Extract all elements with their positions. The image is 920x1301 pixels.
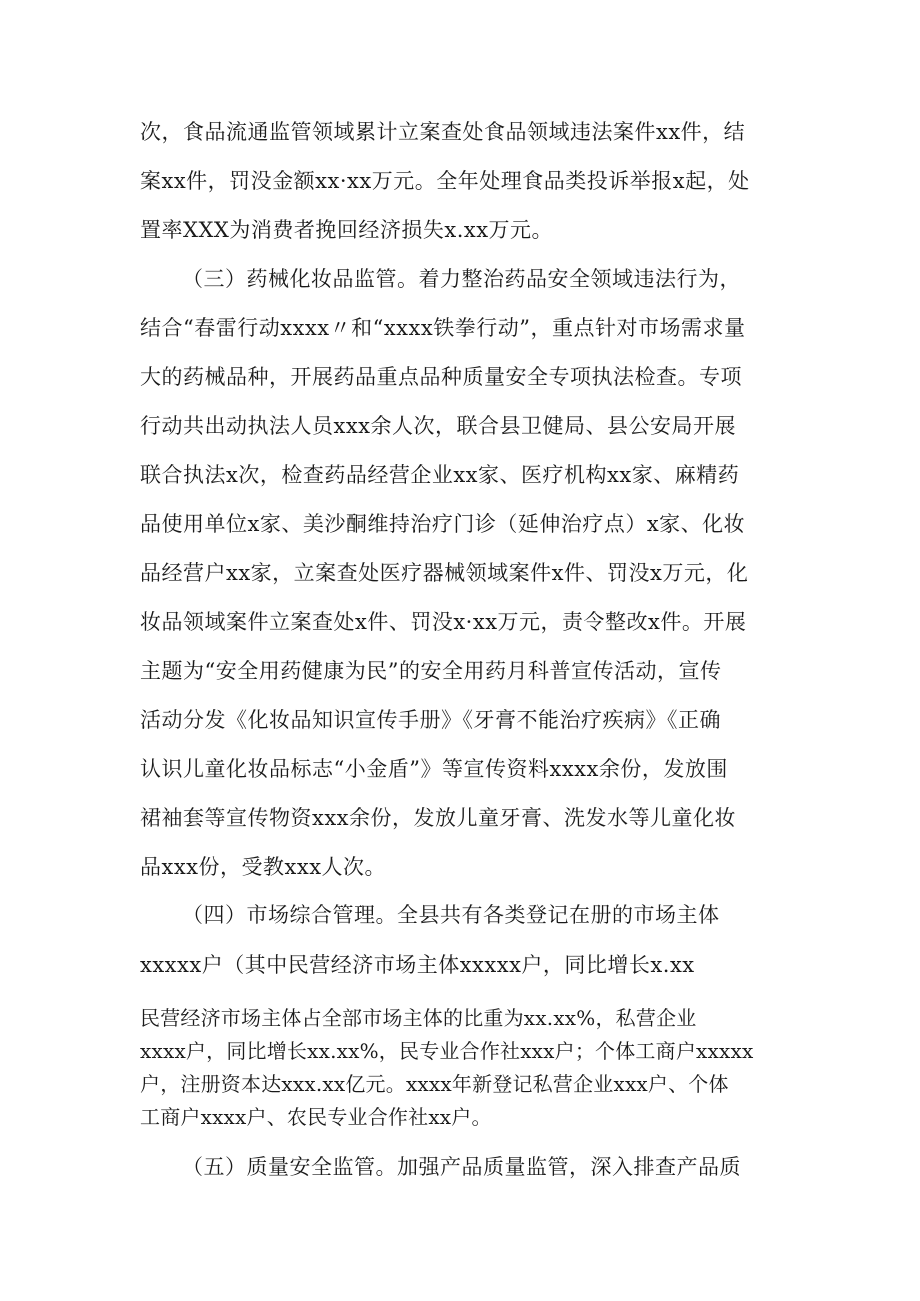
section-heading-3: （三）药械化妆品监管。着力整治药品安全领域违法行为， bbox=[182, 267, 741, 291]
text-line: 结合“春雷行动xxxx〃和“xxxx铁拳行动”，重点针对市场需求量 bbox=[140, 316, 746, 340]
section-heading-4: （四）市场综合管理。全县共有各类登记在册的市场主体 bbox=[182, 903, 720, 927]
text-line: 联合执法x次，检查药品经营企业xx家、医疗机构xx家、麻精药 bbox=[140, 463, 740, 487]
text-line: 认识儿童化妆品标志“小金盾”》等宣传资料xxxx余份，发放围 bbox=[140, 757, 728, 781]
text-line: 案xx件，罚没金额xx·xx万元。全年处理食品类投诉举报x起，处 bbox=[140, 169, 750, 193]
text-line: 民营经济市场主体占全部市场主体的比重为xx.xx%，私营企业 bbox=[140, 1006, 697, 1030]
text-line: 妆品领域案件立案查处x件、罚没x·xx万元，责令整改x件。开展 bbox=[140, 610, 747, 634]
text-line: 工商户xxxx户、农民专业合作社xx户。 bbox=[140, 1105, 492, 1129]
text-line: 大的药械品种，开展药品重点品种质量安全专项执法检查。专项 bbox=[140, 365, 742, 389]
text-line: 次，食品流通监管领域累计立案查处食品领域违法案件xx件，结 bbox=[140, 120, 746, 144]
text-line: 置率XXX为消费者挽回经济损失x.xx万元。 bbox=[140, 218, 554, 242]
text-line: xxxxx户（其中民营经济市场主体xxxxx户，同比增长x.xx bbox=[140, 953, 695, 977]
text-line: 品xxx份，受教xxx人次。 bbox=[140, 855, 387, 879]
text-line: 行动共出动执法人员xxx余人次，联合县卫健局、县公安局开展 bbox=[140, 414, 737, 438]
text-line: 裙袖套等宣传物资xxx余份，发放儿童牙膏、洗发水等儿童化妆 bbox=[140, 806, 737, 830]
text-line: xxxx户，同比增长xx.xx%，民专业合作社xxx户；个体工商户xxxxx bbox=[140, 1039, 754, 1063]
text-line: 主题为“安全用药健康为民”的安全用药月科普宣传活动，宣传 bbox=[140, 659, 722, 683]
text-line: 户，注册资本达xxx.xx亿元。xxxx年新登记私营企业xxx户、个体 bbox=[140, 1072, 729, 1096]
section-heading-5: （五）质量安全监管。加强产品质量监管，深入排查产品质 bbox=[182, 1155, 741, 1179]
text-line: 活动分发《化妆品知识宣传手册》《牙膏不能治疗疾病》《正确 bbox=[140, 708, 721, 732]
text-line: 品经营户xx家，立案查处医疗器械领域案件x件、罚没x万元，化 bbox=[140, 561, 749, 585]
text-line: 品使用单位x家、美沙酮维持治疗门诊（延伸治疗点）x家、化妆 bbox=[140, 512, 746, 536]
